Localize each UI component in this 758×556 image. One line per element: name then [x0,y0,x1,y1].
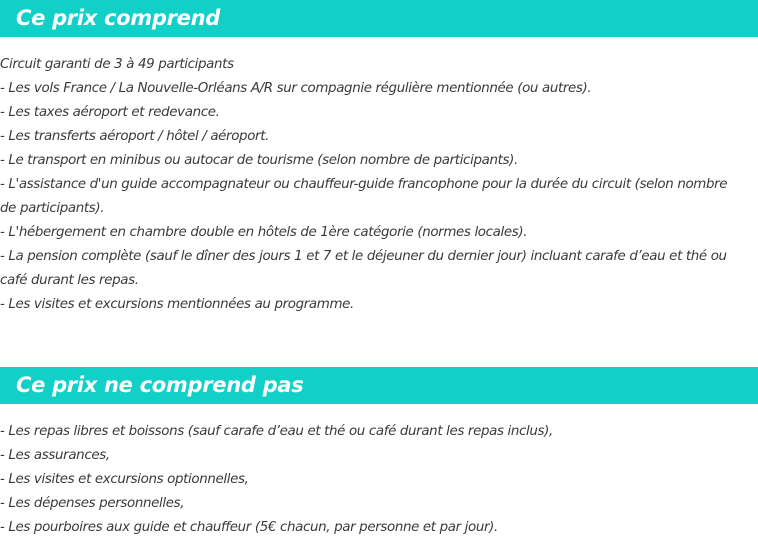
included-line: - L'assistance d'un guide accompagnateur ou chauffeur-guide francophone pour la durée du circuit (selon nombre de participants). [0,177,728,216]
not-included-line: - Les visites et excursions optionnelles, [0,472,249,487]
included-line: - Le transport en minibus ou autocar de tourisme (selon nombre de participants). [0,153,518,168]
not-included-line: - Les assurances, [0,448,110,463]
not-included-list [0,420,740,540]
not-included-line: - Les pourboires aux guide et chauffeur (5€ chacun, par personne et par jour). [0,520,498,535]
included-line: Circuit garanti de 3 à 49 participants [0,57,234,72]
not-included-section-header [0,367,758,404]
included-line: - Les visites et excursions mentionnées au programme. [0,297,354,312]
not-included-line: - Les repas libres et boissons (sauf carafe d’eau et thé ou café durant les repas inclus), [0,424,553,439]
not-included-section-title: Ce prix ne comprend pas [16,373,304,397]
included-section-header [0,0,758,37]
not-included-line: - Les dépenses personnelles, [0,496,185,511]
included-section-title: Ce prix comprend [16,6,220,30]
included-line: - Les vols France / La Nouvelle-Orléans A/R sur compagnie régulière mentionnée (ou autres). [0,81,592,96]
included-line: - L'hébergement en chambre double en hôtels de 1ère catégorie (normes locales). [0,225,528,240]
included-line: - La pension complète (sauf le dîner des jours 1 et 7 et le déjeuner du dernier jour) incluant carafe d’eau et thé ou café durant les repas. [0,249,727,288]
included-line: - Les taxes aéroport et redevance. [0,105,220,120]
included-line: - Les transferts aéroport / hôtel / aéroport. [0,129,270,144]
included-list [0,53,740,317]
